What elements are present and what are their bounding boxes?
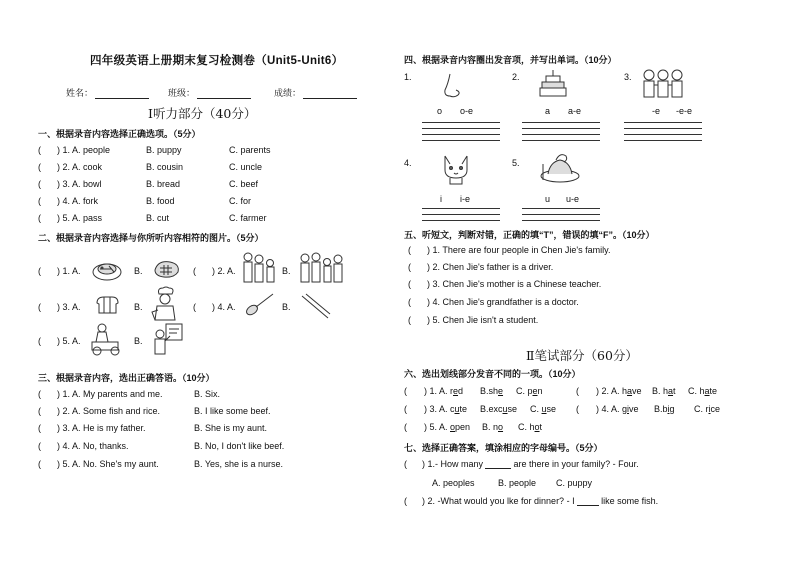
sec6-paren: ( xyxy=(404,386,407,396)
sec3-q5-b: B. Yes, she is a nurse. xyxy=(194,459,284,469)
family-group-icon xyxy=(240,250,280,284)
cat-icon xyxy=(440,152,472,186)
sec1-q4-b: B. food xyxy=(146,196,175,206)
sec4-item3-opt1[interactable]: -e xyxy=(652,106,661,116)
sec5-q4: ) 4. Chen Jie's grandfather is a doctor. xyxy=(427,297,579,307)
sec3-q3-b: B. She is my aunt. xyxy=(194,423,268,433)
write-line[interactable] xyxy=(624,122,702,123)
exam-title: 四年级英语上册期末复习检测卷（Unit5-Unit6） xyxy=(90,55,344,67)
score-field[interactable] xyxy=(274,86,357,99)
write-line[interactable] xyxy=(522,220,600,221)
sec5-paren: ( xyxy=(408,262,411,272)
sec1-paren: ( xyxy=(38,179,41,189)
sec1-q3-c: C. beef xyxy=(229,179,259,189)
teacher-icon xyxy=(152,322,184,356)
sec2-q3-b: B. xyxy=(134,302,143,312)
sec4-item5-opt2[interactable]: u-e xyxy=(566,194,580,204)
write-line[interactable] xyxy=(522,208,600,209)
sec3-q5-a: ) 5. A. No. She's my aunt. xyxy=(57,459,159,469)
write-line[interactable] xyxy=(422,220,500,221)
sec7-q1-b: B. people xyxy=(498,478,537,488)
spoon-icon xyxy=(244,290,276,318)
sec1-title: 一、根据录音内容选择正确选项。（5分） xyxy=(38,129,201,139)
sec3-paren: ( xyxy=(38,423,41,433)
farmer-tractor-icon xyxy=(88,322,126,356)
sec2-paren: ( xyxy=(38,336,41,346)
sec6-paren: ( xyxy=(576,386,579,396)
sec6-q1-a: ) 1. A. red xyxy=(424,386,464,396)
write-line[interactable] xyxy=(522,134,600,135)
sec6-q2-a: ) 2. A. have xyxy=(596,386,642,396)
sec3-paren: ( xyxy=(38,389,41,399)
sec4-item1-opt2[interactable]: o-e xyxy=(460,106,474,116)
sec4-item5-opt1[interactable]: u xyxy=(545,194,551,204)
children-icon xyxy=(640,67,686,101)
nose-icon xyxy=(440,72,464,100)
write-line[interactable] xyxy=(522,122,600,123)
sec1-q2-b: B. cousin xyxy=(146,162,184,172)
write-line[interactable] xyxy=(422,214,500,215)
sec7-paren: ( xyxy=(404,496,407,506)
sec6-q2-b: B. hat xyxy=(652,386,676,396)
write-line[interactable] xyxy=(422,128,500,129)
sec4-item4-opt1[interactable]: i xyxy=(440,194,442,204)
sec7-title: 七、选择正确答案，填涂相应的字母编号。（5分） xyxy=(404,443,603,453)
sec7-paren: ( xyxy=(404,459,407,469)
sec6-q5-c: C. hot xyxy=(518,422,543,432)
sec2-q4-a: ) 4. A. xyxy=(212,302,236,312)
sec2-q4-b: B. xyxy=(282,302,291,312)
write-line[interactable] xyxy=(422,208,500,209)
sec5-title: 五、听短文，判断对错，正确的填“T”，错误的填“F”。（10分） xyxy=(404,230,655,240)
sec2-q5-b: B. xyxy=(134,336,143,346)
sec3-q2-a: ) 2. A. Some fish and rice. xyxy=(57,406,161,416)
part1-title: Ⅰ听力部分（40分） xyxy=(148,106,257,121)
sec6-q1-c: C. pen xyxy=(516,386,543,396)
sec1-q5-a: ) 5. A. pass xyxy=(57,213,103,223)
sec1-q2-c: C. uncle xyxy=(229,162,263,172)
bread-icon xyxy=(94,294,120,316)
sec3-q4-b: B. No, I don't like beef. xyxy=(194,441,285,451)
sec1-q4-a: ) 4. A. fork xyxy=(57,196,99,206)
answer-blank[interactable] xyxy=(485,459,511,469)
answer-blank[interactable] xyxy=(577,496,599,506)
sec5-q5: ) 5. Chen Jie isn't a student. xyxy=(427,315,539,325)
sec6-paren: ( xyxy=(404,404,407,414)
class-field[interactable] xyxy=(168,86,251,99)
write-line[interactable] xyxy=(624,140,702,141)
sec4-item4-opt2[interactable]: i-e xyxy=(460,194,471,204)
sec3-paren: ( xyxy=(38,406,41,416)
sec6-paren: ( xyxy=(404,422,407,432)
sec3-paren: ( xyxy=(38,459,41,469)
sec5-q3: ) 3. Chen Jie's mother is a Chinese teacher. xyxy=(427,279,602,289)
sec2-q1-b: B. xyxy=(134,266,143,276)
sec5-paren: ( xyxy=(408,315,411,325)
sec4-item2-opt2[interactable]: a-e xyxy=(568,106,582,116)
steak-icon xyxy=(152,258,182,280)
sec3-q4-a: ) 4. A. No, thanks. xyxy=(57,441,129,451)
part2-title: Ⅱ笔试部分（60分） xyxy=(526,348,638,363)
sec7-q2: ) 2. -What would you lke for dinner? - I like some fish. xyxy=(422,496,659,506)
sec3-paren: ( xyxy=(38,441,41,451)
cook-icon xyxy=(150,286,180,322)
sec1-q3-b: B. bread xyxy=(146,179,181,189)
sec2-q2-b: B. xyxy=(282,266,291,276)
sec4-item-num: 5. xyxy=(512,158,520,168)
sec5-q1: ) 1. There are four people in Chen Jie's family. xyxy=(427,245,611,255)
sec5-q2: ) 2. Chen Jie's father is a driver. xyxy=(427,262,554,272)
sec3-q2-b: B. I like some beef. xyxy=(194,406,271,416)
sec1-paren: ( xyxy=(38,162,41,172)
write-line[interactable] xyxy=(522,140,600,141)
sec2-paren: ( xyxy=(38,302,41,312)
sec6-q4-b: B.big xyxy=(654,404,675,414)
sec4-item-num: 3. xyxy=(624,72,632,82)
sec6-title: 六、选出划线部分发音不同的一项。（10分） xyxy=(404,369,581,379)
sec5-paren: ( xyxy=(408,297,411,307)
write-line[interactable] xyxy=(624,128,702,129)
sec6-q1-b: B.she xyxy=(480,386,504,396)
sec3-title: 三、根据录音内容，选出正确答语。（10分） xyxy=(38,373,215,383)
score-label: 成绩： xyxy=(274,88,302,98)
write-line[interactable] xyxy=(422,134,500,135)
sec1-q4-c: C. for xyxy=(229,196,252,206)
sec1-q1-c: C. parents xyxy=(229,145,271,155)
sec2-q1-a: ) 1. A. xyxy=(57,266,81,276)
food-plate-icon xyxy=(538,150,582,186)
sec1-q1-a: ) 1. A. people xyxy=(57,145,111,155)
sec6-q3-a: ) 3. A. cute xyxy=(424,404,468,414)
sec3-q1-b: B. Six. xyxy=(194,389,221,399)
sec6-q3-c: C. use xyxy=(530,404,557,414)
sec6-q2-c: C. hate xyxy=(688,386,718,396)
sec2-paren: ( xyxy=(193,266,196,276)
write-line[interactable] xyxy=(522,128,600,129)
sec2-q5-a: ) 5. A. xyxy=(57,336,81,346)
sec7-q1-a: A. peoples xyxy=(432,478,475,488)
family-group-icon xyxy=(298,250,348,284)
sec1-q1-b: B. puppy xyxy=(146,145,182,155)
cake-icon xyxy=(538,68,568,98)
sec7-q1-c: C. puppy xyxy=(556,478,593,488)
sec6-q5-b: B. no xyxy=(482,422,504,432)
sec4-item-num: 4. xyxy=(404,158,412,168)
sec1-q3-a: ) 3. A. bowl xyxy=(57,179,102,189)
sec1-paren: ( xyxy=(38,213,41,223)
sec4-item1-opt1[interactable]: o xyxy=(437,106,443,116)
name-field[interactable] xyxy=(66,86,149,99)
write-line[interactable] xyxy=(624,134,702,135)
sec6-q4-c: C. rice xyxy=(694,404,721,414)
sec3-q1-a: ) 1. A. My parents and me. xyxy=(57,389,163,399)
sec4-item3-opt2[interactable]: -e-e xyxy=(676,106,693,116)
write-line[interactable] xyxy=(422,122,500,123)
sec5-paren: ( xyxy=(408,245,411,255)
sec6-paren: ( xyxy=(576,404,579,414)
name-label: 姓名： xyxy=(66,88,94,98)
sec4-item-num: 2. xyxy=(512,72,520,82)
sec1-q5-c: C. farmer xyxy=(229,213,267,223)
sec1-q2-a: ) 2. A. cook xyxy=(57,162,103,172)
sec6-q4-a: ) 4. A. give xyxy=(596,404,639,414)
sec2-paren: ( xyxy=(193,302,196,312)
class-label: 班级： xyxy=(168,88,196,98)
sec2-title: 二、根据录音内容选择与你所听内容相符的图片。（5分） xyxy=(38,233,264,243)
sec7-q1: ) 1.- How many are there in your family? - Four. xyxy=(422,459,639,469)
sec1-paren: ( xyxy=(38,196,41,206)
sec4-item-num: 1. xyxy=(404,72,412,82)
sec4-title: 四、根据录音内容圈出发音项，并写出单词。（10分） xyxy=(404,55,617,65)
sec6-q3-b: B.excuse xyxy=(480,404,518,414)
fish-dish-icon xyxy=(92,256,122,282)
write-line[interactable] xyxy=(422,140,500,141)
sec1-paren: ( xyxy=(38,145,41,155)
sec5-paren: ( xyxy=(408,279,411,289)
sec4-item2-opt1[interactable]: a xyxy=(545,106,551,116)
sec1-q5-b: B. cut xyxy=(146,213,170,223)
sec2-q3-a: ) 3. A. xyxy=(57,302,81,312)
chopsticks-icon xyxy=(298,290,332,320)
write-line[interactable] xyxy=(522,214,600,215)
sec6-q5-a: ) 5. A. open xyxy=(424,422,471,432)
sec2-q2-a: ) 2. A. xyxy=(212,266,236,276)
sec2-paren: ( xyxy=(38,266,41,276)
sec3-q3-a: ) 3. A. He is my father. xyxy=(57,423,146,433)
